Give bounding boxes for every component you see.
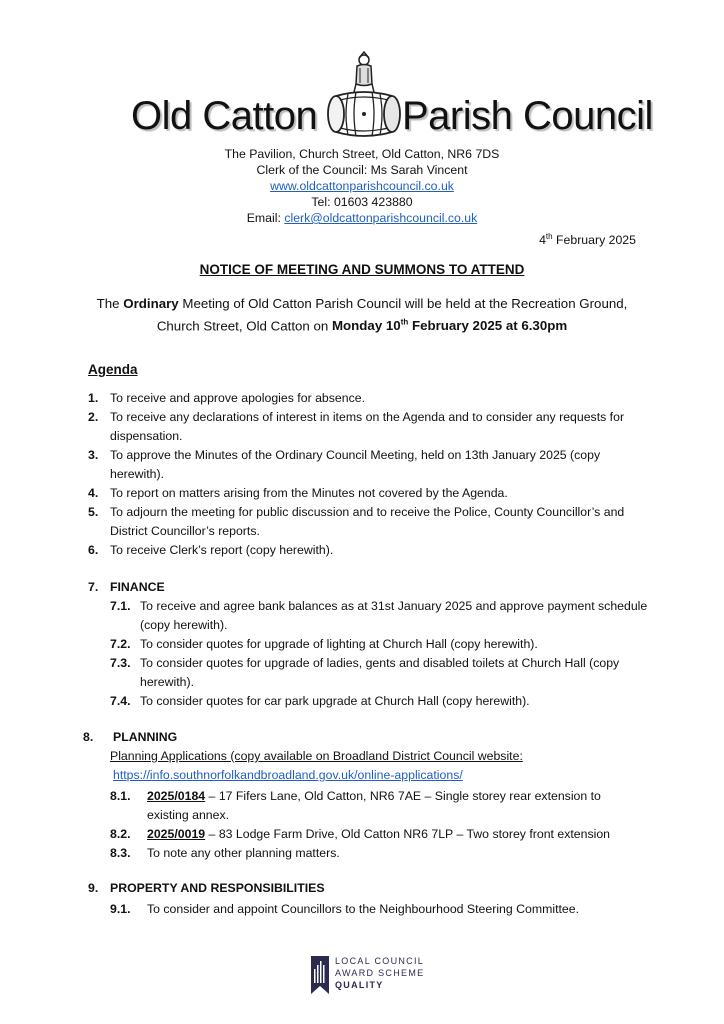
planning-applications-note: Planning Applications (copy available on Broadland District Council website: [110, 749, 523, 763]
item-number: 6. [88, 543, 99, 557]
agenda-item-text: herewith). [140, 675, 194, 689]
item-number: 7.2. [110, 637, 131, 651]
intro-text: The [96, 296, 124, 311]
planning-item [147, 787, 601, 806]
section-number: 8. [83, 730, 94, 744]
agenda-item-text: To consider quotes for car park upgrade at Church Hall (copy herewith). [140, 694, 530, 708]
application-description: – 83 Lodge Farm Drive, Old Catton NR6 7LP – Two storey front extension [205, 827, 611, 841]
planning-item [147, 825, 610, 844]
intro-text: Meeting of Old Catton Parish Council will be held at the Recreation Ground, [178, 296, 628, 311]
application-description: existing annex. [147, 808, 230, 822]
planning-portal-link[interactable]: https://info.southnorfolkandbroadland.gov.uk/online-applications/ [113, 768, 463, 782]
email-link[interactable]: clerk@oldcattonparishcouncil.co.uk [284, 211, 478, 225]
barrel-logo-icon [326, 50, 402, 142]
application-reference: 2025/0019 [147, 827, 206, 841]
item-number: 7.1. [110, 599, 131, 613]
application-reference: 2025/0184 [147, 789, 206, 803]
date-day: 4 [539, 233, 546, 248]
award-line-3: QUALITY [335, 980, 384, 990]
date-suffix: th [545, 232, 553, 241]
agenda-item-text: To receive any declarations of interest in items on the Agenda and to consider any requests for [110, 410, 625, 424]
meeting-type: Ordinary [123, 296, 179, 311]
email-line [0, 210, 724, 226]
item-number: 8.3. [110, 846, 131, 860]
email-label: Email: [246, 211, 285, 225]
agenda-item-text: To consider and appoint Councillors to the Neighbourhood Steering Committee. [147, 902, 580, 916]
item-number: 8.2. [110, 827, 131, 841]
item-number: 1. [88, 391, 99, 405]
section-number: 7. [88, 580, 99, 594]
notice-title: NOTICE OF MEETING AND SUMMONS TO ATTEND [199, 262, 525, 277]
council-title-right: Parish Council [402, 94, 653, 138]
agenda-item-text: To receive and agree bank balances as at 31st January 2025 and approve payment schedule [140, 599, 648, 613]
item-number: 7.4. [110, 694, 131, 708]
planning-heading: PLANNING [113, 730, 178, 744]
item-number: 9.1. [110, 902, 131, 916]
item-number: 5. [88, 505, 99, 519]
date-rest: February 2025 [552, 233, 636, 248]
agenda-item-text: District Councillor’s reports. [110, 524, 260, 538]
item-number: 3. [88, 448, 99, 462]
item-number: 4. [88, 486, 99, 500]
item-number: 2. [88, 410, 99, 424]
council-title-left: Old Catton [131, 94, 318, 138]
property-heading: PROPERTY AND RESPONSIBILITIES [110, 881, 325, 895]
item-number: 7.3. [110, 656, 131, 670]
item-number: 8.1. [110, 789, 131, 803]
meeting-intro [0, 294, 724, 335]
agenda-item-text: herewith). [110, 467, 164, 481]
letter-date [539, 229, 636, 248]
award-badge-icon [310, 955, 330, 995]
agenda-item-text: To consider quotes for upgrade of lighting at Church Hall (copy herewith). [140, 637, 538, 651]
agenda-item-text: To consider quotes for upgrade of ladies, gents and disabled toilets at Church Hall (copy [140, 656, 620, 670]
agenda-item-text: To receive Clerk’s report (copy herewith). [110, 543, 334, 557]
agenda-item-text: dispensation. [110, 429, 183, 443]
agenda-item-text: To adjourn the meeting for public discussion and to receive the Police, County Councillor’s and [110, 505, 625, 519]
agenda-item-text: To report on matters arising from the Minutes not covered by the Agenda. [110, 486, 508, 500]
award-line-1: LOCAL COUNCIL [335, 956, 425, 966]
agenda-item-text: To approve the Minutes of the Ordinary Council Meeting, held on 13th January 2025 (copy [110, 448, 601, 462]
agenda-item-text: To receive and approve apologies for absence. [110, 391, 365, 405]
award-scheme-logo [310, 953, 440, 999]
agenda-item-text: To note any other planning matters. [147, 846, 340, 860]
meeting-date: Monday 10th February 2025 at 6.30pm [331, 318, 568, 334]
agenda-heading: Agenda [88, 362, 138, 377]
section-number: 9. [88, 881, 99, 895]
address: The Pavilion, Church Street, Old Catton, NR6 7DS [224, 147, 500, 161]
finance-heading: FINANCE [110, 580, 165, 594]
intro-text: Church Street, Old Catton on [156, 318, 332, 334]
telephone: Tel: 01603 423880 [311, 195, 413, 209]
clerk-name: Clerk of the Council: Ms Sarah Vincent [256, 163, 468, 177]
application-description: – 17 Fifers Lane, Old Catton, NR6 7AE – Single storey rear extension to [205, 789, 601, 803]
award-line-2: AWARD SCHEME [335, 968, 425, 978]
website-link[interactable]: www.oldcattonparishcouncil.co.uk [270, 179, 454, 193]
agenda-item-text: (copy herewith). [140, 618, 228, 632]
